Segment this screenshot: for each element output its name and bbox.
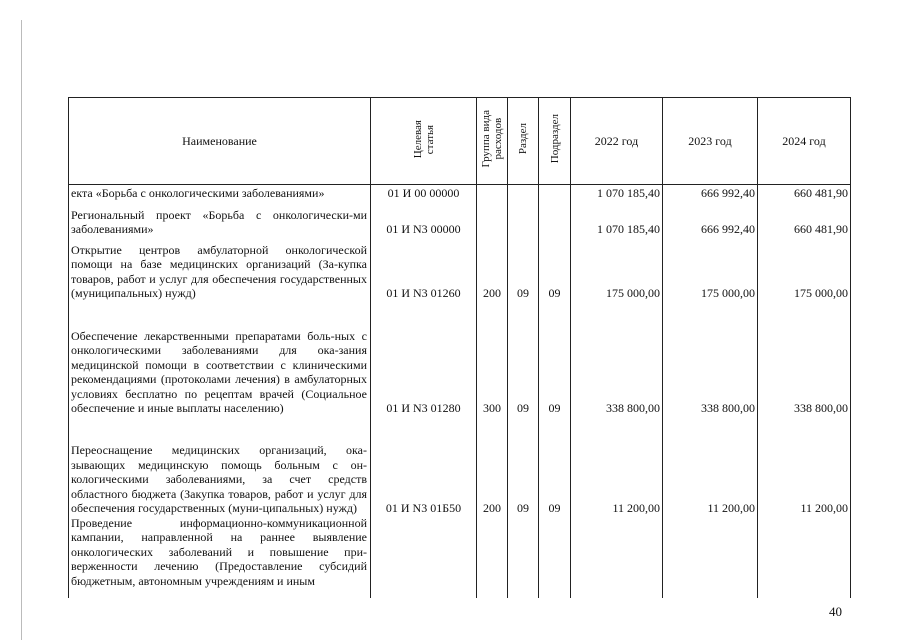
cell-2023: 666 992,40 [663, 201, 758, 237]
cell-2023: 666 992,40 [663, 185, 758, 201]
cell-group: 300 [477, 301, 508, 416]
cell-2023: 175 000,00 [663, 237, 758, 301]
cell-subsection [539, 201, 571, 237]
cell-2024: 175 000,00 [758, 237, 851, 301]
cell-subsection [539, 516, 571, 598]
header-2024: 2024 год [758, 98, 851, 185]
cell-name: Переоснащение медицинских организаций, ока-зывающих медицинскую помощь больным с он-кологическими заболеваниями, за счет средств областного бюджета (Закупка товаров, работ и услуг для обеспечения государственных (муни-ципальных) нужд) [69, 416, 371, 516]
cell-2023: 11 200,00 [663, 416, 758, 516]
cell-2022 [571, 516, 663, 598]
header-target: Целевая статья [371, 98, 477, 185]
table-header-row [69, 98, 851, 185]
header-group: Группа вида расходов [477, 98, 508, 185]
cell-2022: 338 800,00 [571, 301, 663, 416]
scan-edge-line [21, 20, 22, 640]
cell-subsection: 09 [539, 416, 571, 516]
cell-target: 01 И 00 00000 [371, 185, 477, 201]
header-2023: 2023 год [663, 98, 758, 185]
cell-group [477, 516, 508, 598]
budget-table-container [68, 97, 852, 600]
header-name: Наименование [69, 98, 371, 185]
table-row [69, 301, 851, 416]
header-subsection: Подраздел [539, 98, 571, 185]
cell-2023 [663, 516, 758, 598]
cell-target [371, 516, 477, 598]
page-number: 40 [829, 604, 842, 619]
cell-target: 01 И N3 01260 [371, 237, 477, 301]
cell-target: 01 И N3 01280 [371, 301, 477, 416]
cell-subsection [539, 185, 571, 201]
cell-name: Открытие центров амбулаторной онкологической помощи на базе медицинских организаций (За-купка товаров, работ и услуг для обеспечения государственных (муниципальных) нужд) [69, 237, 371, 301]
cell-2024: 660 481,90 [758, 201, 851, 237]
cell-2022: 1 070 185,40 [571, 201, 663, 237]
table-row [69, 185, 851, 201]
header-section: Раздел [508, 98, 539, 185]
cell-2023: 338 800,00 [663, 301, 758, 416]
cell-target: 01 И N3 01Б50 [371, 416, 477, 516]
cell-2022: 175 000,00 [571, 237, 663, 301]
cell-section: 09 [508, 301, 539, 416]
cell-section [508, 185, 539, 201]
cell-2022: 11 200,00 [571, 416, 663, 516]
table-row [69, 516, 851, 598]
cell-group: 200 [477, 416, 508, 516]
cell-section: 09 [508, 237, 539, 301]
cell-section [508, 201, 539, 237]
cell-name: екта «Борьба с онкологическими заболеваниями» [69, 185, 371, 201]
cell-section: 09 [508, 416, 539, 516]
cell-subsection: 09 [539, 301, 571, 416]
table-row [69, 237, 851, 301]
budget-table [68, 97, 851, 598]
cell-section [508, 516, 539, 598]
cell-2024 [758, 516, 851, 598]
cell-2024: 660 481,90 [758, 185, 851, 201]
table-row [69, 416, 851, 516]
cell-name: Региональный проект «Борьба с онкологически-ми заболеваниями» [69, 201, 371, 237]
header-2022: 2022 год [571, 98, 663, 185]
cell-2024: 11 200,00 [758, 416, 851, 516]
cell-group: 200 [477, 237, 508, 301]
table-row [69, 201, 851, 237]
cell-name: Обеспечение лекарственными препаратами боль-ных с онкологическими заболеваниями для ока-зания медицинской помощи в соответствии с клиническими рекомендациями (протоколами лечения) в амбулаторных условиях бесплатно по рецептам врачей (Социальное обеспечение и иные выплаты населению) [69, 301, 371, 416]
cell-target: 01 И N3 00000 [371, 201, 477, 237]
cell-2022: 1 070 185,40 [571, 185, 663, 201]
cell-name: Проведение информационно-коммуникационной кампании, направленной на раннее выявление онкологических заболеваний и повышение при-верженности лечению (Предоставление субсидий бюджетным, автономным учреждениям и иным [69, 516, 371, 598]
cell-subsection: 09 [539, 237, 571, 301]
cell-2024: 338 800,00 [758, 301, 851, 416]
cell-group [477, 201, 508, 237]
cell-group [477, 185, 508, 201]
